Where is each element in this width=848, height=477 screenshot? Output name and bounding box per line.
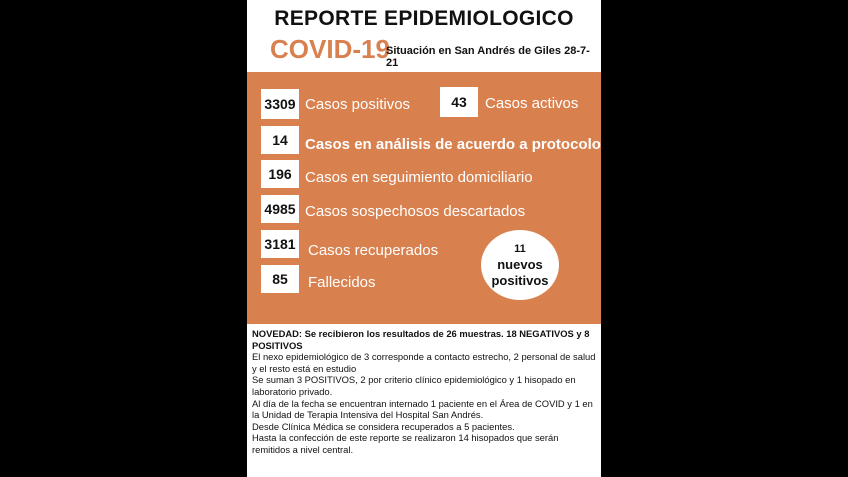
note-line: Se suman 3 POSITIVOS, 2 por criterio clínico epidemiológico y 1 hisopado en laboratorio privado. [252,374,576,397]
analysis-cases-label: Casos en análisis de acuerdo a protocolo [305,136,601,153]
new-positives-badge [481,230,559,300]
recovered-cases-label: Casos recuperados [308,242,439,259]
note-line: NOVEDAD: Se recibieron los resultados de 26 muestras. 18 NEGATIVOS y 8 POSITIVOS [252,328,590,351]
active-cases-label: Casos activos [485,95,579,112]
stats-panel [247,72,601,324]
note-line: Al día de la fecha se encuentran internado 1 paciente en el Área de COVID y 1 en la Unidad de Terapia Intensiva del Hospital San Andrés. [252,397,593,421]
covid-heading: COVID-19 [270,34,390,64]
note-line: Desde Clínica Médica se considera recuperados a 5 pacientes. [252,420,515,432]
recovered-cases-value: 3181 [261,230,299,258]
new-positives-line1: nuevos [497,257,543,272]
report-title: REPORTE EPIDEMIOLOGICO [274,7,574,30]
positive-cases-value: 3309 [261,89,299,119]
deaths-label: Fallecidos [308,274,376,291]
active-cases-value: 43 [440,87,478,117]
home-followup-value: 196 [261,160,299,188]
home-followup-label: Casos en seguimiento domiciliario [305,169,533,186]
report-notes [252,328,598,456]
situation-subtitle: Situación en San Andrés de Giles 28-7-21 [386,45,590,69]
note-line: El nexo epidemiológico de 3 corresponde a contacto estrecho, 2 personal de salud y el resto está en estudio [252,351,596,374]
discarded-cases-label: Casos sospechosos descartados [305,203,526,220]
report-page [247,0,601,477]
note-line: Hasta la confección de este reporte se realizaron 14 hisopados que serán remitidos a nivel central. [252,432,559,455]
deaths-value: 85 [261,265,299,293]
discarded-cases-value: 4985 [261,195,299,223]
analysis-cases-value: 14 [261,126,299,154]
positive-cases-label: Casos positivos [305,96,411,113]
new-positives-count: 11 [514,243,526,255]
new-positives-line2: positivos [491,273,549,288]
